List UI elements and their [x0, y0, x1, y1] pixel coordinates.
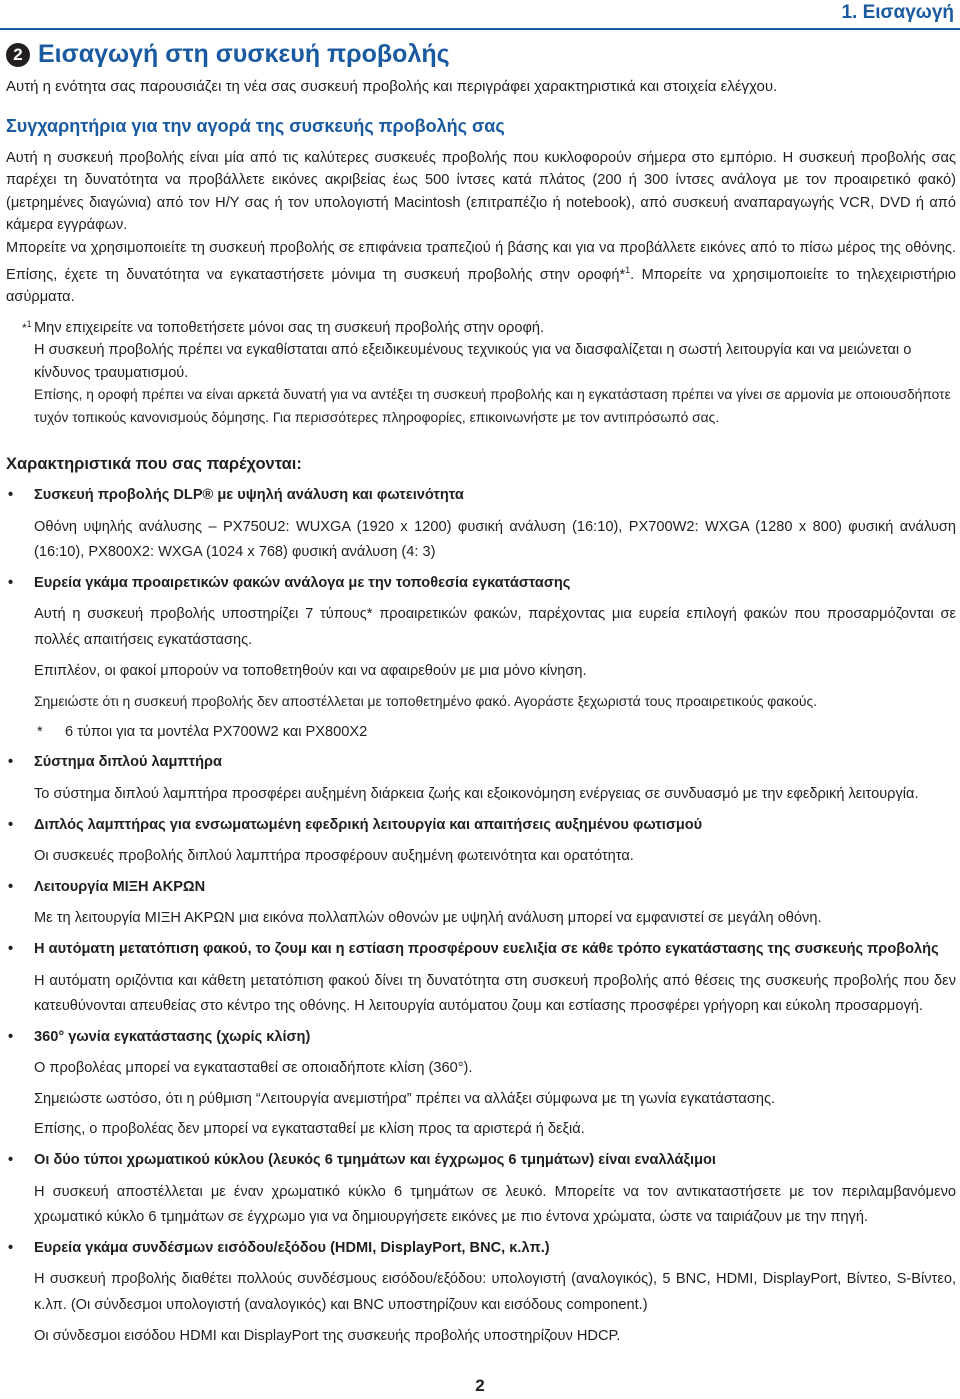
bullet-icon: •: [8, 754, 14, 771]
feature-body: Η συσκευή προβολής διαθέτει πολλούς συνδέσμους εισόδου/εξόδου: υπολογιστή (αναλογικός), 5 BNC, HDMI, DisplayPort, Βίντεο, S-Βίντεο, κ.λπ. (Οι σύνδεσμοι υπολογιστή (αναλογικός) και BNC υποστηρίζουν και εισόδους component.): [34, 1271, 956, 1314]
feature-heading: Διπλός λαμπτήρας για ενσωματωμένη εφεδρική λειτουργία και απαιτήσεις αυξημένου φωτισμού: [34, 816, 703, 833]
feature-body-2: Οι σύνδεσμοι εισόδου HDMI και DisplayPort της συσκευής προβολής υποστηρίζουν HDCP.: [34, 1327, 621, 1344]
chapter-label: 1. Εισαγωγή: [841, 2, 954, 23]
feature-body-3: Επίσης, ο προβολέας δεν μπορεί να εγκατασταθεί με κλίση προς τα αριστερά ή δεξιά.: [34, 1121, 585, 1138]
page-title: [6, 40, 450, 69]
features-list: [6, 483, 956, 1354]
feature-body: Το σύστημα διπλού λαμπτήρα προσφέρει αυξημένη διάρκεια ζωής και εξοικονόμηση ενέργειας σε συνδυασμό με την εφεδρική λειτουργία.: [34, 785, 919, 802]
feature-body-3: Σημειώστε ότι η συσκευή προβολής δεν αποστέλλεται με τοποθετημένο φακό. Αγοράστε ξεχωριστά τους προαιρετικούς φακούς.: [34, 693, 817, 710]
congrats-paragraph-2-end: . Μπορείτε να χρησιμοποιείτε το τηλεχειριστήριο ασύρματα.: [6, 266, 956, 306]
feature-body: Ο προβολέας μπορεί να εγκατασταθεί σε οποιαδήποτε κλίση (360°).: [34, 1060, 473, 1077]
bullet-icon: •: [8, 1239, 14, 1256]
feature-heading: Ευρεία γκάμα συνδέσμων εισόδου/εξόδου (HDMI, DisplayPort, BNC, κ.λπ.): [34, 1239, 550, 1256]
feature-heading: Ευρεία γκάμα προαιρετικών φακών ανάλογα με την τοποθεσία εγκατάστασης: [34, 574, 571, 591]
bullet-icon: •: [8, 816, 14, 833]
bullet-icon: •: [8, 878, 14, 895]
feature-footnote: [34, 720, 956, 746]
bullet-icon: •: [8, 1152, 14, 1169]
feature-body: Με τη λειτουργία ΜΙΞΗ ΑΚΡΩΝ μια εικόνα πολλαπλών οθονών με υψηλή ανάλυση μπορεί να εμφανιστεί σε μεγάλη οθόνη.: [34, 910, 822, 927]
congrats-paragraph-2-text: Μπορείτε να χρησιμοποιείτε τη συσκευή προβολής σε επιφάνεια τραπεζιού ή βάσης και για να προβάλλετε εικόνες από το πίσω μέρος της οθόνης. Επίσης, έχετε τη δυνατότητα να εγκαταστήσετε μόνιμα τη συσκευή προβολής στην οροφή*: [6, 239, 956, 283]
list-item: [6, 1236, 956, 1349]
bullet-icon: •: [8, 1028, 14, 1045]
footnote-line-1: Μην επιχειρείτε να τοποθετήσετε μόνοι σας τη συσκευή προβολής στην οροφή.: [34, 320, 545, 336]
feature-heading: Η αυτόματη μετατόπιση φακού, το ζουμ και η εστίαση προσφέρουν ευελιξία σε κάθε τρόπο εγκατάστασης της συσκευής προβολής: [34, 940, 939, 957]
footnote: [22, 317, 954, 429]
feature-body: Οι συσκευές προβολής διπλού λαμπτήρα προσφέρουν αυξημένη φωτεινότητα και ορατότητα.: [34, 848, 634, 865]
bullet-icon: •: [8, 940, 14, 957]
section-number-icon: 2: [6, 43, 30, 67]
feature-body-2: Σημειώστε ωστόσο, ότι η ρύθμιση “Λειτουργία ανεμιστήρα” πρέπει να αλλάξει σύμφωνα με τη γωνία εγκατάστασης.: [34, 1090, 776, 1107]
footnote-number: 1: [26, 319, 32, 329]
bullet-icon: •: [8, 487, 14, 503]
list-item: [6, 875, 956, 932]
congrats-paragraph-1: Αυτή η συσκευή προβολής είναι μία από τις καλύτερες συσκευές προβολής που κυκλοφορούν σήμερα στο εμπόριο. Η συσκευή προβολής σας παρέχει τη δυνατότητα να προβάλλετε εικόνες ακριβείας έως 500 ίντσες κατά πλάτος (200 ή 300 ίντσες ανάλογα με τον προαιρετικό φακό) (μετρημένες διαγώνια) από τον Η/Υ σας ή τον υπολογιστή Macintosh (επιτραπέζιο ή notebook), από συσκευή αναπαραγωγής VCR, DVD ή από κάμερα εγγράφων.: [6, 150, 956, 234]
list-item: [6, 1025, 956, 1143]
bullet-icon: •: [8, 574, 14, 591]
feature-body: Αυτή η συσκευή προβολής υποστηρίζει 7 τύπους* προαιρετικών φακών, παρέχοντας μια ευρεία επιλογή φακών που προσαρμόζονται σε πολλές απαιτήσεις εγκατάστασης.: [34, 606, 956, 648]
feature-footnote-text: 6 τύποι για τα μοντέλα PX700W2 και PX800X2: [65, 723, 368, 740]
feature-body: Η συσκευή αποστέλλεται με έναν χρωματικό κύκλο 6 τμημάτων σε λευκό. Μπορείτε να τον αντικαταστήσετε με τον περιλαμβανόμενο χρωματικό κύκλο 6 τμημάτων σε έγχρωμο για να δημιουργήσετε εικόνες με πιο έντονα χρώματα, ώστε να ταιριάζουν με την πηγή.: [34, 1183, 956, 1226]
list-item: [6, 750, 956, 807]
feature-heading: Σύστημα διπλού λαμπτήρα: [34, 754, 222, 771]
feature-body: Η αυτόματη οριζόντια και κάθετη μετατόπιση φακού δίνει τη δυνατότητα στη συσκευή προβολής από θέσεις της συσκευής προβολής που δεν κατευθύνονται απευθείας στο κέντρο της οθόνης. Η λειτουργία αυτόματου ζουμ και εστίασης προσφέρει γρήγορη και εύκολη προσαρμογή.: [34, 972, 956, 1015]
congrats-paragraph-2: [6, 237, 956, 309]
list-item: [6, 813, 956, 870]
section-title: Εισαγωγή στη συσκευή προβολής: [38, 40, 450, 68]
congrats-text: [6, 147, 956, 309]
feature-heading: Συσκευή προβολής DLP® με υψηλή ανάλυση και φωτεινότητα: [34, 487, 464, 503]
feature-body: Οθόνη υψηλής ανάλυσης – PX750U2: WUXGA (1920 x 1200) φυσική ανάλυση (16:10), PX700W2: WXGA (1280 x 800) φυσική ανάλυση (16:10), PX800X2: WXGA (1024 x 768) φυσική ανάλυση (4: 3): [34, 518, 956, 561]
footnote-line-2: Η συσκευή προβολής πρέπει να εγκαθίσταται από εξειδικευμένους τεχνικούς για να διασφαλίζεται η σωστή λειτουργία και να μειώνεται ο κίνδυνος τραυματισμού.: [34, 342, 912, 381]
list-item: [6, 483, 956, 566]
footnote-star: *: [37, 723, 43, 740]
section-intro: Αυτή η ενότητα σας παρουσιάζει τη νέα σας συσκευή προβολής και περιγράφει χαρακτηριστικά και στοιχεία ελέγχου.: [6, 78, 778, 95]
page-number: 2: [475, 1376, 485, 1395]
feature-heading: Οι δύο τύποι χρωματικού κύκλου (λευκός 6 τμημάτων και έγχρωμος 6 τμημάτων) είναι εναλλάξιμοι: [34, 1152, 716, 1169]
footnote-mark: [22, 313, 32, 339]
feature-body-2: Επιπλέον, οι φακοί μπορούν να τοποθετηθούν και να αφαιρεθούν με μια μόνο κίνηση.: [34, 662, 587, 679]
footnote-line-3: Επίσης, η οροφή πρέπει να είναι αρκετά δυνατή για να αντέξει τη συσκευή προβολής και η εγκατάσταση πρέπει να γίνει σε αρμονία με οποιουσδήποτε τυχόν τοπικούς κανονισμούς δόμησης. Για περισσότερες πληροφορίες, επικοινωνήστε με τον αντιπρόσωπό σας.: [34, 387, 951, 425]
footnote-ref: 1: [625, 265, 631, 276]
feature-heading: Λειτουργία ΜΙΞΗ ΑΚΡΩΝ: [34, 878, 206, 895]
header-rule: [0, 28, 960, 30]
feature-heading: 360° γωνία εγκατάστασης (χωρίς κλίση): [34, 1028, 311, 1045]
features-title: Χαρακτηριστικά που σας παρέχονται:: [6, 455, 302, 473]
list-item: [6, 571, 956, 746]
congrats-title: Συγχαρητήρια για την αγορά της συσκευής προβολής σας: [6, 116, 505, 136]
list-item: [6, 937, 956, 1020]
list-item: [6, 1148, 956, 1231]
footnote-asterisk: *: [22, 321, 27, 335]
